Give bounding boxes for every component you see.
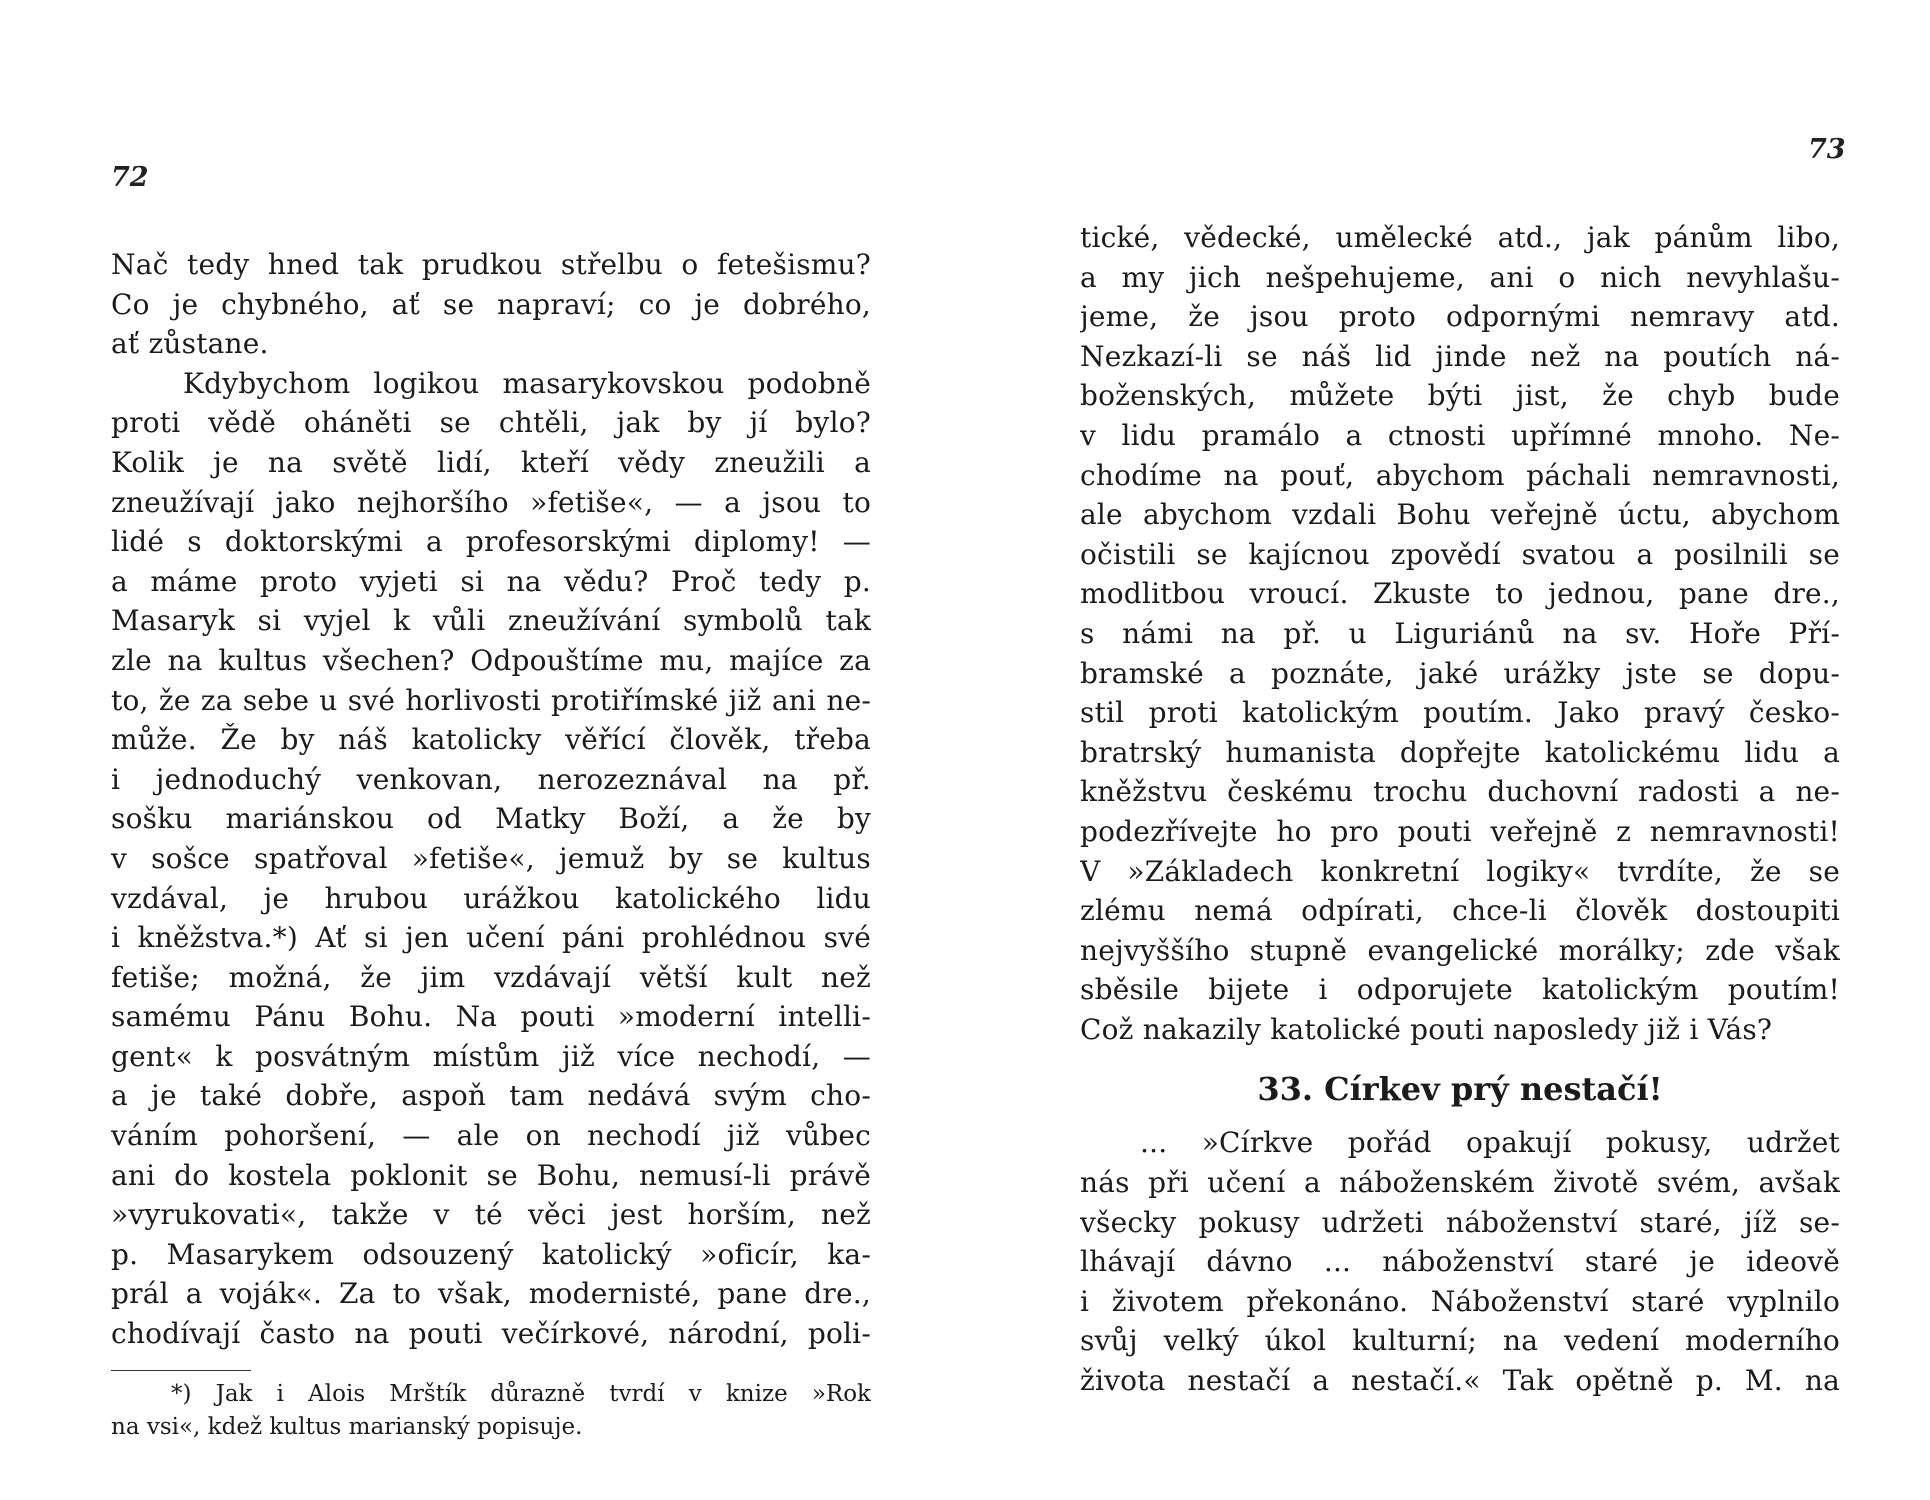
text-line: lidé s doktorskými a profesorskými diplomy! — (111, 525, 871, 559)
text-line: vzdával, je hrubou urážkou katolického lidu (111, 881, 871, 915)
text-line: chodíme na pouť, abychom páchali nemravnosti, (1080, 458, 1840, 492)
text-line: prál a voják«. Za to však, modernisté, pane dre., (111, 1277, 871, 1311)
text-line: kněžstvu českému trochu duchovní radosti a ne- (1080, 775, 1840, 809)
right-page (965, 0, 1930, 1500)
page-number-left: 72 (111, 162, 149, 193)
text-line: ale abychom vzdali Bohu veřejně úctu, abychom (1080, 498, 1840, 532)
text-line: Nač tedy hned tak prudkou střelbu o fetešismu? (111, 248, 871, 281)
text-line: ani do kostela poklonit se Bohu, nemusí-li právě (111, 1158, 871, 1192)
text-line: může. Že by náš katolicky věřící člověk, třeba (111, 723, 871, 757)
text-line: svůj velký úkol kulturní; na vedení moderního (1080, 1324, 1840, 1358)
footnote (111, 1378, 871, 1444)
section-heading: 33. Církev prý nestačí! (1257, 1070, 1663, 1109)
right-page-body (1080, 218, 1840, 1401)
text-line: zlému nemá odpírati, chce-li člověk dostoupiti (1080, 894, 1840, 928)
text-line: tické, vědecké, umělecké atd., jak pánům libo, (1080, 221, 1840, 254)
text-line: sošku mariánskou od Matky Boží, a že by (111, 802, 871, 836)
text-line: i životem překonáno. Náboženství staré vyplnilo (1080, 1284, 1840, 1318)
text-line: váním pohoršení, — ale on nechodí již vůbec (111, 1119, 871, 1153)
text-line: s námi na př. u Liguriánů na sv. Hoře Pří- (1080, 616, 1840, 650)
text-line: V »Základech konkretní logiky« tvrdíte, že se (1080, 854, 1840, 888)
text-line: a my jich nešpehujeme, ani o nich nevyhlašu- (1080, 260, 1840, 294)
text-line: Nezkazí-li se náš lid jinde než na poutích ná- (1080, 339, 1840, 373)
text-line: fetiše; možná, že jim vzdávají větší kult než (111, 960, 871, 994)
text-line: ať zůstane. (111, 327, 269, 361)
right-page-paragraph (1080, 218, 1840, 1049)
footnote-rule (111, 1370, 251, 1371)
left-page-body (111, 245, 871, 1354)
text-line: Co je chybného, ať se napraví; co je dobrého, (111, 287, 871, 321)
text-line: proti vědě oháněti se chtěli, jak by jí bylo? (111, 406, 871, 440)
text-line: lhávají dávno ... náboženství staré je ideově (1080, 1245, 1840, 1279)
text-line: stil proti katolickým poutím. Jako pravý česko- (1080, 696, 1840, 730)
text-line: očistili se kajícnou zpovědí svatou a posilnili se (1080, 537, 1840, 571)
text-line: všecky pokusy udržeti náboženství staré, jíž se- (1080, 1205, 1840, 1239)
text-line: samému Pánu Bohu. Na pouti »moderní intelli- (111, 1000, 871, 1034)
text-line: boženských, můžete býti jist, že chyb bude (1080, 379, 1840, 413)
text-line: bratrský humanista dopřejte katolickému lidu a (1080, 735, 1840, 769)
text-line: podezřívejte ho pro pouti veřejně z nemravnosti! (1080, 814, 1840, 848)
page-number-right: 73 (1808, 134, 1846, 165)
text-line: i jednoduchý venkovan, nerozeznával na př. (111, 762, 871, 796)
footnote-line: na vsi«, kdež kultus marianský popisuje. (111, 1414, 583, 1440)
text-line: i kněžstva.*) Ať si jen učení páni prohlédnou své (111, 921, 871, 955)
text-line: chodívají často na pouti večírkové, národní, poli- (111, 1317, 871, 1351)
text-line: Kdybychom logikou masarykovskou podobně (183, 366, 871, 400)
text-line: nás při učení a náboženském životě svém, avšak (1080, 1166, 1840, 1200)
text-line: zle na kultus všechen? Odpouštíme mu, majíce za (111, 643, 871, 677)
text-line: »vyrukovati«, takže v té věci jest horším, než (111, 1198, 871, 1232)
text-line: sběsile bijete i odporujete katolickým poutím! (1080, 973, 1840, 1007)
text-line: to, že za sebe u své horlivosti protiřímské již ani ne- (111, 683, 871, 717)
text-line: zneužívají jako nejhoršího »fetiše«, — a jsou to (111, 485, 871, 519)
text-line: modlitbou vroucí. Zkuste to jednou, pane dre., (1080, 577, 1840, 611)
text-line: nejvyššího stupně evangelické morálky; zde však (1080, 933, 1840, 967)
text-line: a je také dobře, aspoň tam nedává svým cho- (111, 1079, 871, 1113)
text-line: a máme proto vyjeti si na vědu? Proč tedy p. (111, 564, 871, 598)
text-line: v lidu pramálo a ctnosti upřímné mnoho. Ne- (1080, 418, 1840, 452)
text-line: Což nakazily katolické pouti naposledy již i Vás? (1080, 1012, 1773, 1046)
footnote-line: *) Jak i Alois Mrštík důrazně tvrdí v knize »Rok (171, 1381, 871, 1407)
text-line: p. Masarykem odsouzený katolický »oficír, ka- (111, 1237, 871, 1271)
text-line: ... »Církve pořád opakují pokusy, udržet (1140, 1126, 1840, 1160)
text-line: v sošce spatřoval »fetiše«, jemuž by se kultus (111, 841, 871, 875)
text-line: jeme, že jsou proto odpornými nemravy atd. (1080, 300, 1840, 334)
text-line: Kolik je na světě lidí, kteří vědy zneužili a (111, 445, 871, 479)
text-line: života nestačí a nestačí.« Tak opětně p. M. na (1080, 1364, 1840, 1398)
right-page-section-text (1080, 1123, 1840, 1400)
text-line: bramské a poznáte, jaké urážky jste se dopu- (1080, 656, 1840, 690)
text-line: gent« k posvátným místům již více nechodí, — (111, 1039, 871, 1073)
text-line: Masaryk si vyjel k vůli zneužívání symbolů tak (111, 604, 871, 638)
